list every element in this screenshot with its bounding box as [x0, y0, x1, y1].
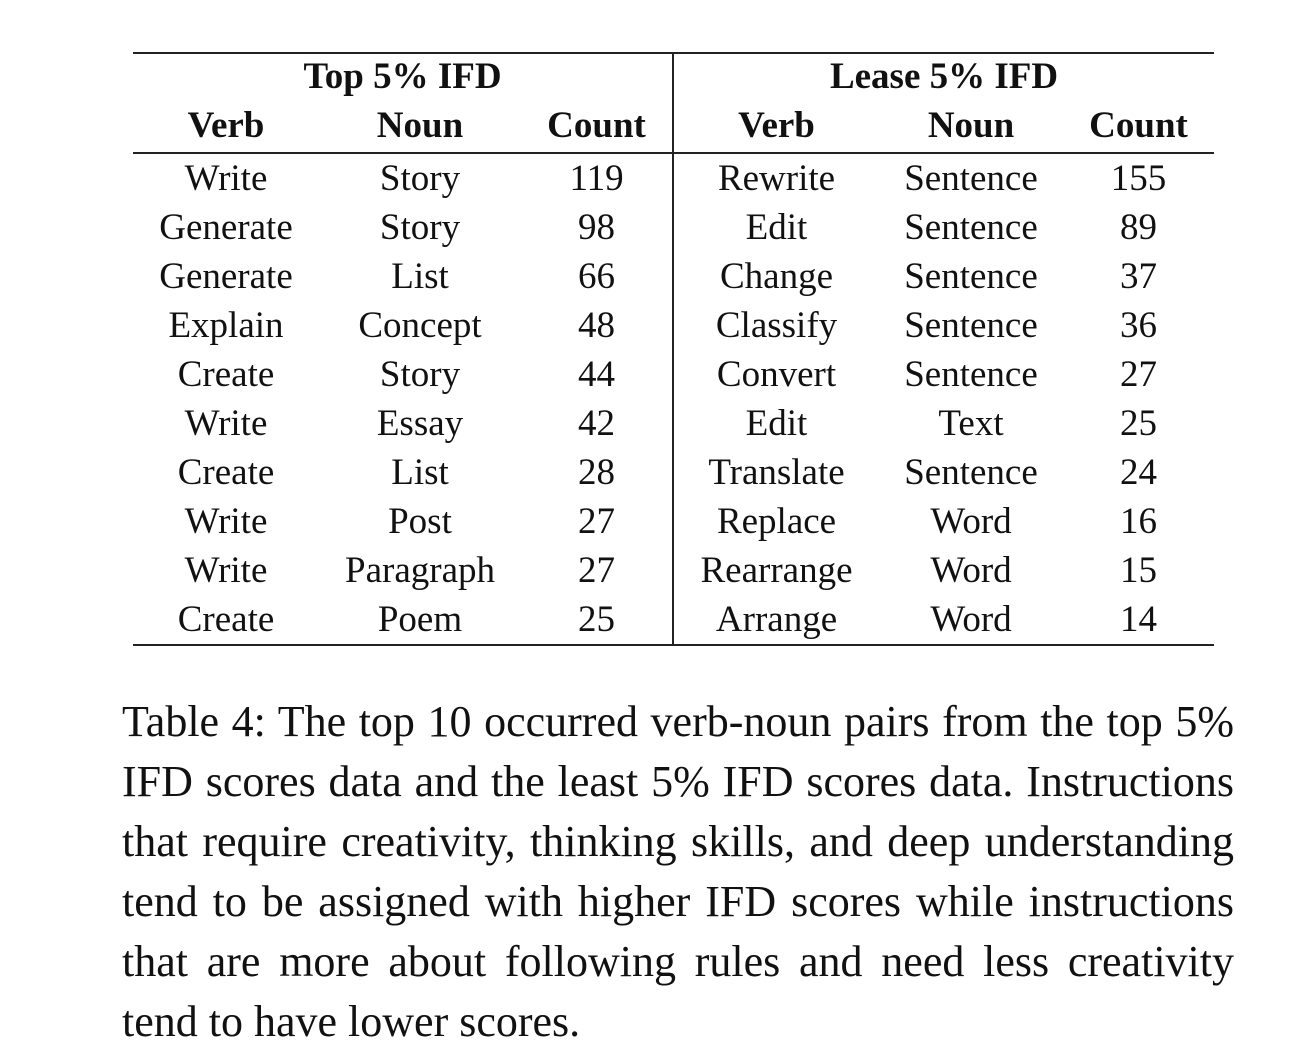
- table-row: [133, 153, 1214, 203]
- cell-count: 66: [521, 252, 673, 301]
- table-row: [133, 350, 1214, 399]
- cell-verb: Explain: [168, 305, 284, 346]
- cell-count: 24: [1120, 452, 1158, 493]
- cell-count: 119: [521, 153, 673, 203]
- cell-noun: Sentence: [904, 158, 1038, 199]
- cell-count: 15: [1120, 550, 1158, 591]
- column-header-verb: Verb: [673, 100, 879, 153]
- table-row: [133, 252, 1214, 301]
- table-row: [133, 448, 1214, 497]
- column-header-count: Count: [1063, 100, 1214, 153]
- table-row: [133, 399, 1214, 448]
- cell-verb: Change: [720, 256, 834, 297]
- column-header-noun: Noun: [319, 100, 521, 153]
- cell-noun: Concept: [358, 305, 482, 346]
- cell-count: 36: [1120, 305, 1158, 346]
- cell-noun: Story: [379, 158, 461, 199]
- cell-noun: Essay: [376, 403, 464, 444]
- cell-count: 25: [1120, 403, 1158, 444]
- cell-verb: Replace: [716, 501, 837, 542]
- cell-verb: Convert: [716, 354, 837, 395]
- table-row: [133, 203, 1214, 252]
- caption-text: The top 10 occurred verb-noun pairs from the top 5% IFD scores data and the least 5% IFD scores data. Instructions that require creativity, thinking skills, and deep understanding tend to be assigned with higher IFD scores while instructions that are more about following rules and need less creativity tend to have lower scores.: [122, 697, 1235, 1046]
- cell-noun: Sentence: [904, 354, 1038, 395]
- cell-verb: Rearrange: [700, 550, 853, 591]
- cell-noun: Text: [938, 403, 1004, 444]
- table-row: [133, 546, 1214, 595]
- cell-noun: List: [391, 256, 449, 297]
- cell-count: 155: [1110, 158, 1167, 199]
- cell-noun: Sentence: [904, 207, 1038, 248]
- cell-verb: Generate: [159, 256, 293, 297]
- cell-verb: Write: [184, 550, 268, 591]
- cell-verb: Generate: [159, 207, 293, 248]
- cell-verb: Edit: [745, 207, 808, 248]
- cell-count: 16: [1120, 501, 1158, 542]
- cell-verb: Write: [184, 501, 268, 542]
- column-header-noun: Noun: [879, 100, 1063, 153]
- cell-count: 98: [521, 203, 673, 252]
- table-row: [133, 301, 1214, 350]
- column-header-count: Count: [521, 100, 673, 153]
- cell-noun: Post: [388, 501, 452, 542]
- column-header-row: [133, 100, 1214, 153]
- cell-verb: Write: [184, 158, 268, 199]
- cell-count: 27: [521, 497, 673, 546]
- cell-count: 48: [521, 301, 673, 350]
- cell-count: 14: [1063, 595, 1214, 645]
- cell-count: 44: [521, 350, 673, 399]
- cell-count: 37: [1120, 256, 1158, 297]
- cell-count: 27: [1120, 354, 1158, 395]
- cell-count: 27: [521, 546, 673, 595]
- group-header-least: Lease 5% IFD: [673, 53, 1214, 100]
- cell-verb: Classify: [715, 305, 838, 346]
- cell-noun: Paragraph: [345, 550, 495, 591]
- caption-label: Table 4:: [122, 697, 266, 746]
- cell-verb: Rewrite: [717, 158, 836, 199]
- cell-verb: Create: [133, 595, 319, 645]
- cell-noun: Word: [930, 550, 1012, 591]
- table-row: [133, 595, 1214, 645]
- table-body: [133, 153, 1214, 645]
- cell-noun: Sentence: [904, 256, 1038, 297]
- group-header-row: [133, 53, 1214, 100]
- cell-noun: Poem: [319, 595, 521, 645]
- cell-noun: Word: [879, 595, 1063, 645]
- cell-count: 42: [521, 399, 673, 448]
- cell-verb: Write: [184, 403, 268, 444]
- cell-noun: Story: [379, 207, 461, 248]
- verb-noun-table: [133, 52, 1214, 646]
- cell-count: 28: [521, 448, 673, 497]
- cell-count: 89: [1120, 207, 1158, 248]
- cell-count: 25: [521, 595, 673, 645]
- cell-verb: Arrange: [673, 595, 879, 645]
- group-header-top: Top 5% IFD: [133, 53, 673, 100]
- cell-noun: Word: [930, 501, 1012, 542]
- cell-verb: Translate: [708, 452, 845, 493]
- cell-verb: Edit: [745, 403, 808, 444]
- cell-noun: Sentence: [904, 452, 1038, 493]
- cell-noun: Story: [379, 354, 461, 395]
- cell-verb: Create: [177, 354, 275, 395]
- column-header-verb: Verb: [133, 100, 319, 153]
- cell-verb: Create: [177, 452, 275, 493]
- table-caption: [122, 692, 1234, 1052]
- cell-noun: List: [391, 452, 449, 493]
- table-row: [133, 497, 1214, 546]
- cell-noun: Sentence: [904, 305, 1038, 346]
